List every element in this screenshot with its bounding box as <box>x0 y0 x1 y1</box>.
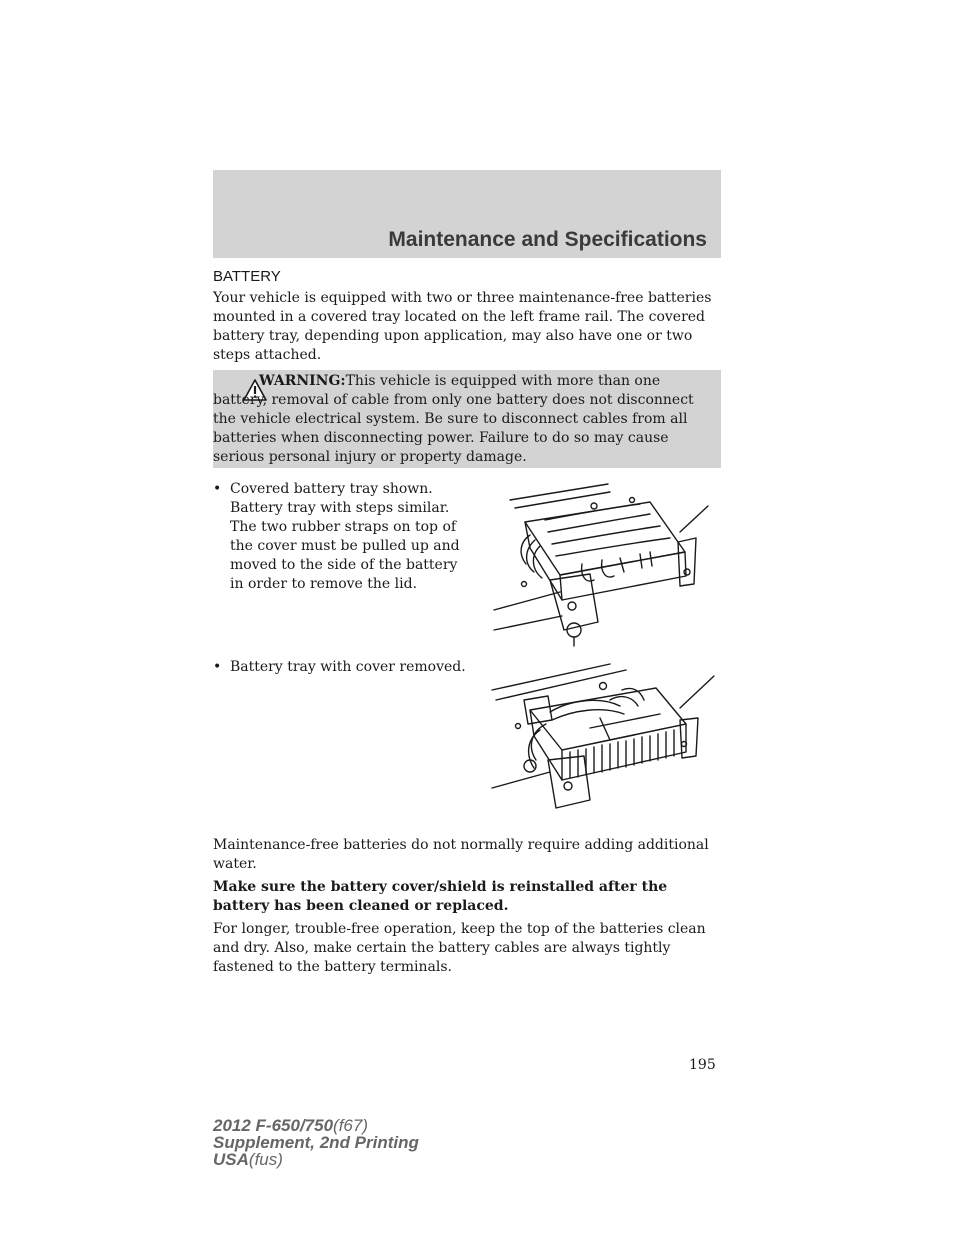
footer-model-code: (f67) <box>333 1116 369 1135</box>
bullet-mark: • <box>213 481 222 497</box>
cover-reinstall-paragraph: Make sure the battery cover/shield is reinstalled after the battery has been cleaned or replaced. <box>213 879 668 914</box>
footer-line-model <box>213 1117 419 1134</box>
intro-paragraph: Your vehicle is equipped with two or three maintenance-free batteries mounted in a covered tray located on the left frame rail. The covered battery tray, depending upon application, may also have one or two steps attached. <box>213 290 712 363</box>
footer-line-printing: Supplement, 2nd Printing <box>213 1133 419 1152</box>
footer-region-code: (fus) <box>248 1150 283 1169</box>
bullet-mark: • <box>213 659 222 675</box>
warning-box <box>213 370 721 468</box>
footer-line-region <box>213 1151 419 1168</box>
section-title: Maintenance and Specifications <box>388 228 707 251</box>
footer-model: 2012 F-650/750 <box>213 1116 334 1135</box>
bullet-text: Covered battery tray shown. Battery tray with steps similar. The two rubber straps on top of the cover must be pulled up and moved to the side of the battery in order to remove the lid. <box>230 481 460 592</box>
section-header <box>213 170 721 258</box>
maintenance-free-paragraph: Maintenance-free batteries do not normally require adding additional water. <box>213 837 709 872</box>
covered-battery-tray-illustration <box>490 480 720 650</box>
battery-heading: BATTERY <box>213 268 281 285</box>
bullet-text: Battery tray with cover removed. <box>230 659 466 675</box>
warning-label: WARNING: <box>259 373 346 389</box>
battery-tray-cover-removed-illustration <box>490 660 720 830</box>
battery-clean-paragraph: For longer, trouble-free operation, keep the top of the batteries clean and dry. Also, make certain the battery cables are always tightly fastened to the battery terminals. <box>213 921 706 975</box>
footer-region: USA <box>213 1150 249 1169</box>
warning-paragraph <box>213 372 713 467</box>
page-number: 195 <box>689 1057 716 1073</box>
warning-text: This vehicle is equipped with more than one battery, removal of cable from only one battery does not disconnect the vehicle electrical system. Be sure to disconnect cables from all batteries when disconnecting power. Failure to do so may cause serious personal injury or property damage. <box>213 373 694 465</box>
print-footer <box>213 1117 419 1168</box>
